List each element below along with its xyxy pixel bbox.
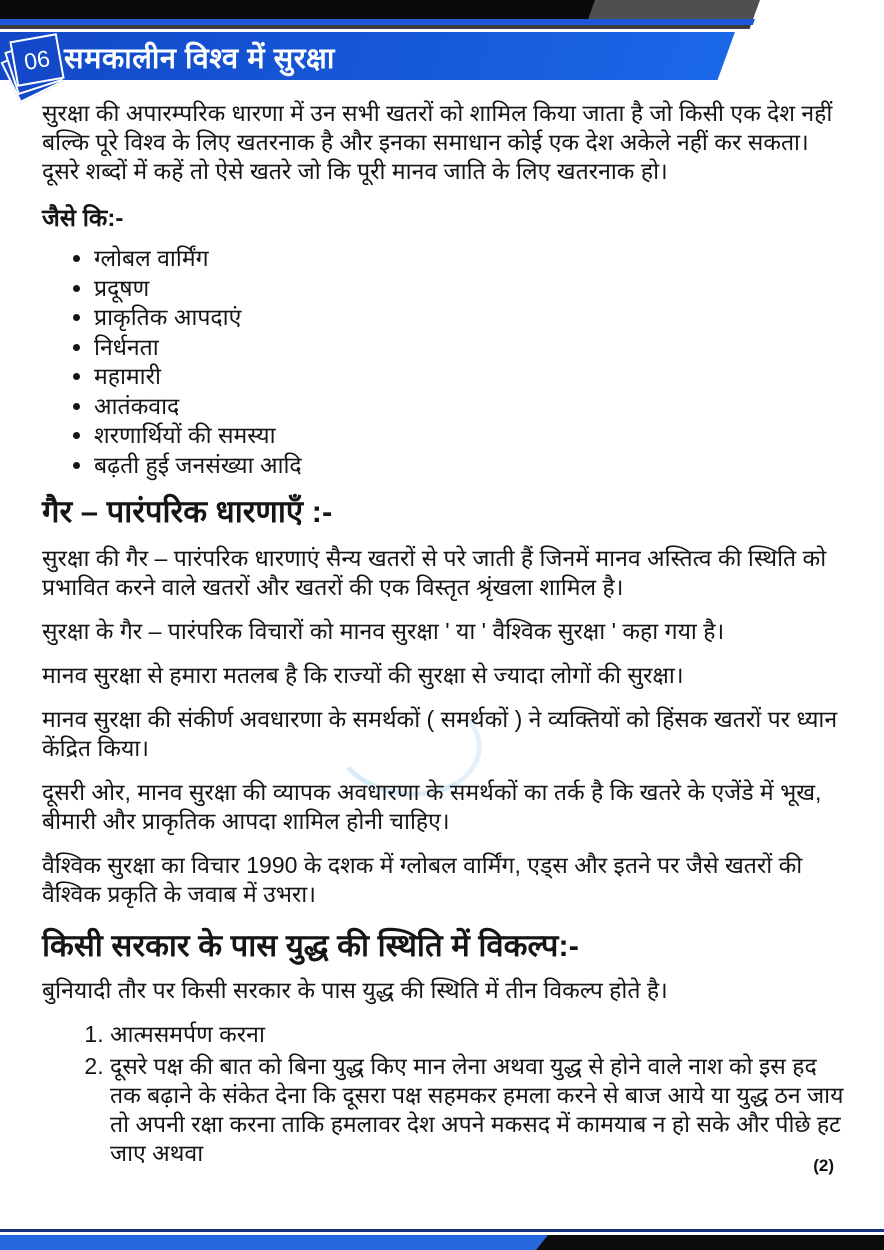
- paragraph: मानव सुरक्षा से हमारा मतलब है कि राज्यों की सुरक्षा से ज्यादा लोगों की सुरक्षा।: [42, 662, 684, 688]
- threat-list: [42, 244, 844, 480]
- paragraph: बुनियादी तौर पर किसी सरकार के पास युद्ध की स्थिति में तीन विकल्प होते है।: [42, 977, 668, 1003]
- page-number: (2): [813, 1156, 834, 1175]
- list-intro-heading: जैसे कि:-: [42, 205, 124, 232]
- list-item: • शरणार्थियों की समस्या: [94, 421, 844, 451]
- footer-accent-line: [0, 1229, 884, 1232]
- list-item: • ग्लोबल वार्मिंग: [94, 244, 844, 274]
- header-accent-line-dark: [0, 25, 751, 29]
- paragraph: सुरक्षा के गैर – पारंपरिक विचारों को मानव सुरक्षा ' या ' वैश्विक सुरक्षा ' कहा गया है।: [42, 618, 725, 644]
- list-item: • महामारी: [94, 362, 844, 392]
- option-list: [42, 1020, 844, 1168]
- chapter-number-badge: [9, 33, 64, 87]
- list-item: • प्राकृतिक आपदाएं: [94, 303, 844, 333]
- paragraph: सुरक्षा की गैर – पारंपरिक धारणाएं सैन्य खतरों से परे जाती हैं जिनमें मानव अस्तित्व की स्थिति को प्रभावित करने वाले खतरों और खतरों की एक विस्तृत श्रृंखला शामिल है।: [42, 545, 827, 600]
- paragraph: वैश्विक सुरक्षा का विचार 1990 के दशक में ग्लोबल वार्मिंग, एड्स और इतने पर जैसे खतरों की वैश्विक प्रकृति के जवाब में उभरा।: [42, 852, 803, 907]
- list-item: 2. दूसरे पक्ष की बात को बिना युद्ध किए मान लेना अथवा युद्ध से होने वाले नाश को इस हद तक बढ़ाने के संकेत देना कि दूसरा पक्ष सहमकर हमला करने से बाज आये या युद्ध ठन जाय तो अपनी रक्षा करना ताकि हमलावर देश अपने मकसद में कामयाब न हो सके और पीछे हट जाए अथवा: [110, 1052, 844, 1168]
- list-item: • आतंकवाद: [94, 392, 844, 422]
- list-item: • निर्धनता: [94, 333, 844, 363]
- chapter-number: 06: [22, 44, 52, 75]
- paragraph: सुरक्षा की अपारम्परिक धारणा में उन सभी खतरों को शामिल किया जाता है जो किसी एक देश नहीं बल्कि पूरे विश्व के लिए खतरनाक है और इनका समाधान कोई एक देश अकेले नहीं कर सकता। दूसरे शब्दों में कहें तो ऐसे खतरे जो कि पूरी मानव जाति के लिए खतरनाक हो।: [42, 100, 833, 184]
- list-item: 1. आत्मसमर्पण करना: [110, 1020, 844, 1049]
- footer-bar-blue: [0, 1235, 548, 1250]
- section-heading-nontraditional: गैर – पारंपरिक धारणाएँ :-: [42, 494, 333, 529]
- paragraph: दूसरी ओर, मानव सुरक्षा की व्यापक अवधारणा के समर्थकों का तर्क है कि खतरे के एजेंडे में भूख, बीमारी और प्राकृतिक आपदा शामिल होनी चाहिए।: [42, 779, 822, 834]
- paragraph: मानव सुरक्षा की संकीर्ण अवधारणा के समर्थकों ( समर्थकों ) ने व्यक्तियों को हिंसक खतरों पर ध्यान केंद्रित किया।: [42, 706, 838, 761]
- list-item: • प्रदूषण: [94, 274, 844, 304]
- page-title: समकालीन विश्व में सुरक्षा: [64, 43, 335, 75]
- section-heading-war-options: किसी सरकार के पास युद्ध की स्थिति में विकल्प:-: [42, 928, 580, 963]
- document-body: [42, 99, 844, 1171]
- header-top-bar-black: [0, 0, 595, 19]
- list-item: • बढ़ती हुई जनसंख्या आदि: [94, 451, 844, 481]
